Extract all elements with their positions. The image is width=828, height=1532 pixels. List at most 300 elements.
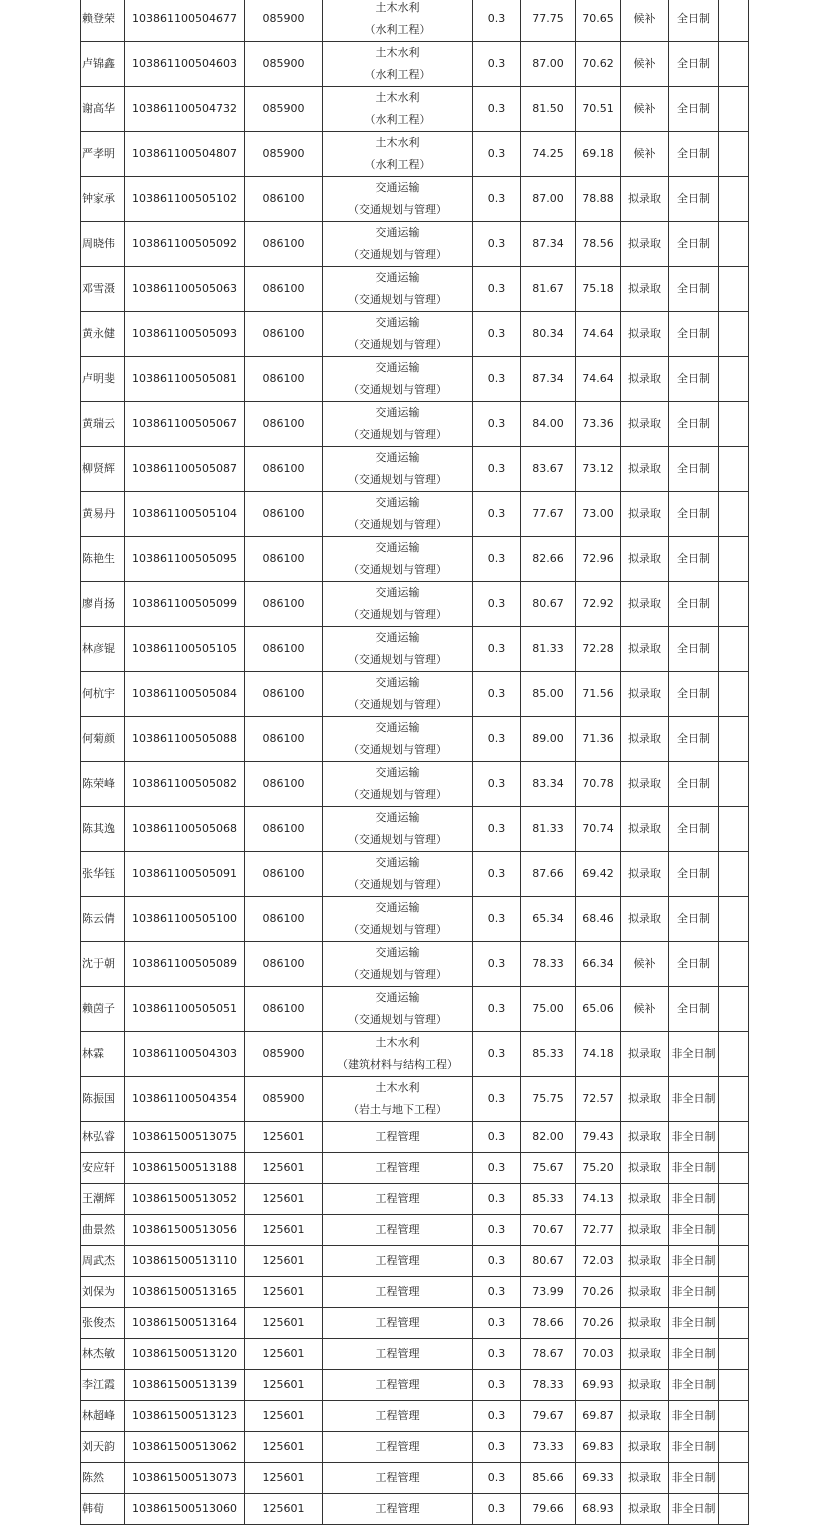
student-name-cell: 陈荣峰 bbox=[81, 762, 125, 807]
retest-score-cell: 78.66 bbox=[521, 1308, 576, 1339]
exam-id-cell: 103861100505099 bbox=[125, 582, 245, 627]
weight-cell: 0.3 bbox=[473, 807, 521, 852]
research-direction: （交通规划与管理） bbox=[348, 428, 447, 441]
weight-cell: 0.3 bbox=[473, 987, 521, 1032]
retest-score-cell: 82.00 bbox=[521, 1122, 576, 1153]
study-mode-cell: 非全日制 bbox=[669, 1401, 719, 1432]
student-name-cell: 严孝明 bbox=[81, 132, 125, 177]
weight-cell: 0.3 bbox=[473, 1308, 521, 1339]
major-code-cell: 086100 bbox=[245, 222, 323, 267]
remark-cell bbox=[719, 1122, 749, 1153]
total-score-cell: 75.18 bbox=[576, 267, 621, 312]
student-name-cell: 刘天韵 bbox=[81, 1432, 125, 1463]
major-name: 交通运输 bbox=[375, 901, 420, 914]
retest-score-cell: 74.25 bbox=[521, 132, 576, 177]
admission-status-cell: 拟录取 bbox=[621, 312, 669, 357]
table-row bbox=[81, 807, 749, 852]
weight-cell: 0.3 bbox=[473, 1432, 521, 1463]
major-cell bbox=[323, 132, 473, 177]
research-direction: （交通规划与管理） bbox=[348, 698, 447, 711]
research-direction: （水利工程） bbox=[364, 23, 431, 36]
weight-cell: 0.3 bbox=[473, 312, 521, 357]
major-cell bbox=[323, 852, 473, 897]
admission-status-cell: 拟录取 bbox=[621, 1077, 669, 1122]
remark-cell bbox=[719, 897, 749, 942]
exam-id-cell: 103861500513056 bbox=[125, 1215, 245, 1246]
exam-id-cell: 103861100505102 bbox=[125, 177, 245, 222]
student-name-cell: 周晓伟 bbox=[81, 222, 125, 267]
retest-score-cell: 84.00 bbox=[521, 402, 576, 447]
major-name: 工程管理 bbox=[375, 1161, 420, 1174]
admission-table bbox=[80, 0, 749, 1525]
study-mode-cell: 全日制 bbox=[669, 267, 719, 312]
total-score-cell: 74.64 bbox=[576, 312, 621, 357]
major-name: 土木水利 bbox=[375, 46, 420, 59]
major-name: 交通运输 bbox=[375, 946, 420, 959]
admission-status-cell: 候补 bbox=[621, 0, 669, 42]
exam-id-cell: 103861100505089 bbox=[125, 942, 245, 987]
major-cell bbox=[323, 447, 473, 492]
table-row bbox=[81, 492, 749, 537]
remark-cell bbox=[719, 1215, 749, 1246]
weight-cell: 0.3 bbox=[473, 402, 521, 447]
study-mode-cell: 非全日制 bbox=[669, 1184, 719, 1215]
total-score-cell: 74.64 bbox=[576, 357, 621, 402]
remark-cell bbox=[719, 357, 749, 402]
research-direction: （交通规划与管理） bbox=[348, 293, 447, 306]
major-name: 交通运输 bbox=[375, 541, 420, 554]
student-name-cell: 钟家承 bbox=[81, 177, 125, 222]
research-direction: （交通规划与管理） bbox=[348, 563, 447, 576]
major-cell bbox=[323, 987, 473, 1032]
admission-status-cell: 候补 bbox=[621, 942, 669, 987]
study-mode-cell: 非全日制 bbox=[669, 1215, 719, 1246]
total-score-cell: 73.00 bbox=[576, 492, 621, 537]
table-row bbox=[81, 132, 749, 177]
major-code-cell: 125601 bbox=[245, 1463, 323, 1494]
weight-cell: 0.3 bbox=[473, 0, 521, 42]
remark-cell bbox=[719, 42, 749, 87]
weight-cell: 0.3 bbox=[473, 762, 521, 807]
retest-score-cell: 83.67 bbox=[521, 447, 576, 492]
admission-status-cell: 拟录取 bbox=[621, 402, 669, 447]
exam-id-cell: 103861500513073 bbox=[125, 1463, 245, 1494]
major-name: 交通运输 bbox=[375, 631, 420, 644]
total-score-cell: 65.06 bbox=[576, 987, 621, 1032]
exam-id-cell: 103861100505095 bbox=[125, 537, 245, 582]
total-score-cell: 70.74 bbox=[576, 807, 621, 852]
major-name: 工程管理 bbox=[375, 1347, 420, 1360]
major-cell bbox=[323, 0, 473, 42]
major-code-cell: 086100 bbox=[245, 177, 323, 222]
admission-status-cell: 候补 bbox=[621, 987, 669, 1032]
retest-score-cell: 78.67 bbox=[521, 1339, 576, 1370]
retest-score-cell: 87.00 bbox=[521, 177, 576, 222]
study-mode-cell: 非全日制 bbox=[669, 1463, 719, 1494]
table-body bbox=[81, 0, 749, 1525]
research-direction: （交通规划与管理） bbox=[348, 248, 447, 261]
table-row bbox=[81, 582, 749, 627]
major-name: 工程管理 bbox=[375, 1409, 420, 1422]
major-code-cell: 125601 bbox=[245, 1401, 323, 1432]
major-code-cell: 125601 bbox=[245, 1308, 323, 1339]
research-direction: （交通规划与管理） bbox=[348, 203, 447, 216]
table-row bbox=[81, 1432, 749, 1463]
major-code-cell: 086100 bbox=[245, 987, 323, 1032]
study-mode-cell: 全日制 bbox=[669, 942, 719, 987]
major-code-cell: 125601 bbox=[245, 1277, 323, 1308]
exam-id-cell: 103861100505104 bbox=[125, 492, 245, 537]
remark-cell bbox=[719, 177, 749, 222]
weight-cell: 0.3 bbox=[473, 717, 521, 762]
table-row bbox=[81, 447, 749, 492]
total-score-cell: 70.03 bbox=[576, 1339, 621, 1370]
remark-cell bbox=[719, 222, 749, 267]
research-direction: （交通规划与管理） bbox=[348, 788, 447, 801]
major-cell bbox=[323, 42, 473, 87]
remark-cell bbox=[719, 1432, 749, 1463]
student-name-cell: 张俊杰 bbox=[81, 1308, 125, 1339]
retest-score-cell: 89.00 bbox=[521, 717, 576, 762]
major-code-cell: 125601 bbox=[245, 1184, 323, 1215]
weight-cell: 0.3 bbox=[473, 42, 521, 87]
remark-cell bbox=[719, 87, 749, 132]
major-cell bbox=[323, 1494, 473, 1525]
research-direction: （交通规划与管理） bbox=[348, 743, 447, 756]
remark-cell bbox=[719, 627, 749, 672]
major-cell bbox=[323, 87, 473, 132]
exam-id-cell: 103861100505100 bbox=[125, 897, 245, 942]
major-code-cell: 125601 bbox=[245, 1339, 323, 1370]
study-mode-cell: 非全日制 bbox=[669, 1494, 719, 1525]
major-cell bbox=[323, 942, 473, 987]
table-row bbox=[81, 1246, 749, 1277]
admission-status-cell: 拟录取 bbox=[621, 717, 669, 762]
study-mode-cell: 非全日制 bbox=[669, 1308, 719, 1339]
admission-status-cell: 拟录取 bbox=[621, 177, 669, 222]
admission-status-cell: 候补 bbox=[621, 87, 669, 132]
student-name-cell: 林弘睿 bbox=[81, 1122, 125, 1153]
admission-status-cell: 拟录取 bbox=[621, 1494, 669, 1525]
exam-id-cell: 103861100505068 bbox=[125, 807, 245, 852]
admission-status-cell: 拟录取 bbox=[621, 1153, 669, 1184]
retest-score-cell: 83.34 bbox=[521, 762, 576, 807]
remark-cell bbox=[719, 1077, 749, 1122]
research-direction: （交通规划与管理） bbox=[348, 968, 447, 981]
major-name: 交通运输 bbox=[375, 991, 420, 1004]
research-direction: （交通规划与管理） bbox=[348, 473, 447, 486]
study-mode-cell: 全日制 bbox=[669, 717, 719, 762]
total-score-cell: 68.46 bbox=[576, 897, 621, 942]
total-score-cell: 79.43 bbox=[576, 1122, 621, 1153]
table-row bbox=[81, 672, 749, 717]
weight-cell: 0.3 bbox=[473, 1032, 521, 1077]
research-direction: （交通规划与管理） bbox=[348, 1013, 447, 1026]
table-row bbox=[81, 1153, 749, 1184]
study-mode-cell: 非全日制 bbox=[669, 1370, 719, 1401]
table-row bbox=[81, 1401, 749, 1432]
retest-score-cell: 80.67 bbox=[521, 1246, 576, 1277]
table-row bbox=[81, 177, 749, 222]
study-mode-cell: 全日制 bbox=[669, 672, 719, 717]
major-cell bbox=[323, 1032, 473, 1077]
retest-score-cell: 75.67 bbox=[521, 1153, 576, 1184]
major-cell bbox=[323, 897, 473, 942]
major-code-cell: 125601 bbox=[245, 1153, 323, 1184]
major-name: 交通运输 bbox=[375, 811, 420, 824]
table-row bbox=[81, 627, 749, 672]
exam-id-cell: 103861500513120 bbox=[125, 1339, 245, 1370]
retest-score-cell: 81.33 bbox=[521, 627, 576, 672]
major-code-cell: 086100 bbox=[245, 762, 323, 807]
weight-cell: 0.3 bbox=[473, 357, 521, 402]
total-score-cell: 69.42 bbox=[576, 852, 621, 897]
major-cell bbox=[323, 1184, 473, 1215]
remark-cell bbox=[719, 1494, 749, 1525]
exam-id-cell: 103861500513075 bbox=[125, 1122, 245, 1153]
admission-status-cell: 拟录取 bbox=[621, 357, 669, 402]
table-row bbox=[81, 897, 749, 942]
total-score-cell: 71.36 bbox=[576, 717, 621, 762]
research-direction: （交通规划与管理） bbox=[348, 833, 447, 846]
student-name-cell: 张华钰 bbox=[81, 852, 125, 897]
table-row bbox=[81, 1463, 749, 1494]
admission-status-cell: 拟录取 bbox=[621, 1339, 669, 1370]
student-name-cell: 卢明斐 bbox=[81, 357, 125, 402]
remark-cell bbox=[719, 312, 749, 357]
exam-id-cell: 103861100504732 bbox=[125, 87, 245, 132]
major-name: 土木水利 bbox=[375, 91, 420, 104]
student-name-cell: 林霖 bbox=[81, 1032, 125, 1077]
major-code-cell: 125601 bbox=[245, 1215, 323, 1246]
major-code-cell: 086100 bbox=[245, 357, 323, 402]
student-name-cell: 黄永健 bbox=[81, 312, 125, 357]
exam-id-cell: 103861500513165 bbox=[125, 1277, 245, 1308]
major-cell bbox=[323, 492, 473, 537]
research-direction: （交通规划与管理） bbox=[348, 653, 447, 666]
major-code-cell: 086100 bbox=[245, 807, 323, 852]
exam-id-cell: 103861100505091 bbox=[125, 852, 245, 897]
major-name: 工程管理 bbox=[375, 1378, 420, 1391]
major-name: 交通运输 bbox=[375, 496, 420, 509]
remark-cell bbox=[719, 672, 749, 717]
remark-cell bbox=[719, 1463, 749, 1494]
retest-score-cell: 79.67 bbox=[521, 1401, 576, 1432]
major-code-cell: 086100 bbox=[245, 897, 323, 942]
research-direction: （交通规划与管理） bbox=[348, 923, 447, 936]
admission-status-cell: 拟录取 bbox=[621, 1032, 669, 1077]
major-name: 交通运输 bbox=[375, 856, 420, 869]
admission-status-cell: 候补 bbox=[621, 132, 669, 177]
total-score-cell: 69.83 bbox=[576, 1432, 621, 1463]
retest-score-cell: 81.67 bbox=[521, 267, 576, 312]
student-name-cell: 黄易丹 bbox=[81, 492, 125, 537]
admission-status-cell: 拟录取 bbox=[621, 1122, 669, 1153]
student-name-cell: 赖登荣 bbox=[81, 0, 125, 42]
student-name-cell: 陈云倩 bbox=[81, 897, 125, 942]
major-cell bbox=[323, 1370, 473, 1401]
student-name-cell: 黄瑞云 bbox=[81, 402, 125, 447]
weight-cell: 0.3 bbox=[473, 132, 521, 177]
major-name: 交通运输 bbox=[375, 271, 420, 284]
student-name-cell: 邓雪滠 bbox=[81, 267, 125, 312]
table-row bbox=[81, 1277, 749, 1308]
table-row bbox=[81, 1122, 749, 1153]
major-code-cell: 125601 bbox=[245, 1246, 323, 1277]
weight-cell: 0.3 bbox=[473, 1401, 521, 1432]
major-name: 交通运输 bbox=[375, 721, 420, 734]
major-cell bbox=[323, 717, 473, 762]
weight-cell: 0.3 bbox=[473, 852, 521, 897]
major-cell bbox=[323, 1077, 473, 1122]
exam-id-cell: 103861100504603 bbox=[125, 42, 245, 87]
study-mode-cell: 全日制 bbox=[669, 897, 719, 942]
exam-id-cell: 103861100504303 bbox=[125, 1032, 245, 1077]
major-name: 工程管理 bbox=[375, 1471, 420, 1484]
student-name-cell: 安应轩 bbox=[81, 1153, 125, 1184]
table-row bbox=[81, 1215, 749, 1246]
major-name: 交通运输 bbox=[375, 406, 420, 419]
admission-status-cell: 拟录取 bbox=[621, 537, 669, 582]
study-mode-cell: 全日制 bbox=[669, 582, 719, 627]
exam-id-cell: 103861500513062 bbox=[125, 1432, 245, 1463]
retest-score-cell: 75.75 bbox=[521, 1077, 576, 1122]
exam-id-cell: 103861100505051 bbox=[125, 987, 245, 1032]
total-score-cell: 69.87 bbox=[576, 1401, 621, 1432]
weight-cell: 0.3 bbox=[473, 627, 521, 672]
study-mode-cell: 非全日制 bbox=[669, 1277, 719, 1308]
weight-cell: 0.3 bbox=[473, 267, 521, 312]
student-name-cell: 谢高华 bbox=[81, 87, 125, 132]
major-code-cell: 085900 bbox=[245, 132, 323, 177]
major-code-cell: 086100 bbox=[245, 402, 323, 447]
major-name: 工程管理 bbox=[375, 1440, 420, 1453]
student-name-cell: 沈于朝 bbox=[81, 942, 125, 987]
major-cell bbox=[323, 357, 473, 402]
student-name-cell: 林杰敏 bbox=[81, 1339, 125, 1370]
remark-cell bbox=[719, 1032, 749, 1077]
major-cell bbox=[323, 1463, 473, 1494]
major-code-cell: 086100 bbox=[245, 582, 323, 627]
remark-cell bbox=[719, 852, 749, 897]
remark-cell bbox=[719, 942, 749, 987]
admission-status-cell: 候补 bbox=[621, 42, 669, 87]
major-code-cell: 125601 bbox=[245, 1432, 323, 1463]
major-name: 交通运输 bbox=[375, 181, 420, 194]
major-code-cell: 086100 bbox=[245, 312, 323, 357]
total-score-cell: 69.33 bbox=[576, 1463, 621, 1494]
research-direction: （水利工程） bbox=[364, 158, 431, 171]
student-name-cell: 柳贤辉 bbox=[81, 447, 125, 492]
major-code-cell: 086100 bbox=[245, 717, 323, 762]
student-name-cell: 廖肖扬 bbox=[81, 582, 125, 627]
remark-cell bbox=[719, 1277, 749, 1308]
remark-cell bbox=[719, 1184, 749, 1215]
major-cell bbox=[323, 627, 473, 672]
retest-score-cell: 80.67 bbox=[521, 582, 576, 627]
study-mode-cell: 全日制 bbox=[669, 132, 719, 177]
major-code-cell: 125601 bbox=[245, 1122, 323, 1153]
weight-cell: 0.3 bbox=[473, 1246, 521, 1277]
student-name-cell: 陈艳生 bbox=[81, 537, 125, 582]
research-direction: （水利工程） bbox=[364, 113, 431, 126]
study-mode-cell: 全日制 bbox=[669, 357, 719, 402]
total-score-cell: 78.56 bbox=[576, 222, 621, 267]
major-name: 土木水利 bbox=[375, 1, 420, 14]
weight-cell: 0.3 bbox=[473, 1215, 521, 1246]
study-mode-cell: 全日制 bbox=[669, 312, 719, 357]
total-score-cell: 72.96 bbox=[576, 537, 621, 582]
study-mode-cell: 非全日制 bbox=[669, 1122, 719, 1153]
major-code-cell: 086100 bbox=[245, 627, 323, 672]
major-cell bbox=[323, 1122, 473, 1153]
total-score-cell: 66.34 bbox=[576, 942, 621, 987]
study-mode-cell: 全日制 bbox=[669, 87, 719, 132]
admission-status-cell: 拟录取 bbox=[621, 1184, 669, 1215]
study-mode-cell: 非全日制 bbox=[669, 1032, 719, 1077]
table-row bbox=[81, 402, 749, 447]
study-mode-cell: 全日制 bbox=[669, 402, 719, 447]
research-direction: （岩土与地下工程） bbox=[348, 1103, 447, 1116]
weight-cell: 0.3 bbox=[473, 1184, 521, 1215]
major-name: 土木水利 bbox=[375, 136, 420, 149]
exam-id-cell: 103861100504677 bbox=[125, 0, 245, 42]
research-direction: （水利工程） bbox=[364, 68, 431, 81]
table-row bbox=[81, 87, 749, 132]
exam-id-cell: 103861500513164 bbox=[125, 1308, 245, 1339]
major-code-cell: 086100 bbox=[245, 492, 323, 537]
exam-id-cell: 103861100505088 bbox=[125, 717, 245, 762]
admission-status-cell: 拟录取 bbox=[621, 672, 669, 717]
admission-status-cell: 拟录取 bbox=[621, 762, 669, 807]
total-score-cell: 72.28 bbox=[576, 627, 621, 672]
remark-cell bbox=[719, 0, 749, 42]
total-score-cell: 72.57 bbox=[576, 1077, 621, 1122]
major-name: 交通运输 bbox=[375, 226, 420, 239]
major-code-cell: 086100 bbox=[245, 852, 323, 897]
weight-cell: 0.3 bbox=[473, 492, 521, 537]
table-row bbox=[81, 942, 749, 987]
retest-score-cell: 85.66 bbox=[521, 1463, 576, 1494]
total-score-cell: 70.51 bbox=[576, 87, 621, 132]
admission-status-cell: 拟录取 bbox=[621, 897, 669, 942]
table-row bbox=[81, 0, 749, 42]
remark-cell bbox=[719, 447, 749, 492]
remark-cell bbox=[719, 807, 749, 852]
total-score-cell: 72.03 bbox=[576, 1246, 621, 1277]
table-row bbox=[81, 1032, 749, 1077]
admission-status-cell: 拟录取 bbox=[621, 1432, 669, 1463]
research-direction: （建筑材料与结构工程） bbox=[337, 1058, 458, 1071]
major-cell bbox=[323, 807, 473, 852]
major-code-cell: 086100 bbox=[245, 942, 323, 987]
major-cell bbox=[323, 402, 473, 447]
major-name: 工程管理 bbox=[375, 1502, 420, 1515]
exam-id-cell: 103861500513123 bbox=[125, 1401, 245, 1432]
major-name: 工程管理 bbox=[375, 1223, 420, 1236]
exam-id-cell: 103861500513110 bbox=[125, 1246, 245, 1277]
retest-score-cell: 70.67 bbox=[521, 1215, 576, 1246]
student-name-cell: 林超峰 bbox=[81, 1401, 125, 1432]
admission-status-cell: 拟录取 bbox=[621, 1463, 669, 1494]
retest-score-cell: 81.50 bbox=[521, 87, 576, 132]
remark-cell bbox=[719, 1370, 749, 1401]
total-score-cell: 73.36 bbox=[576, 402, 621, 447]
admission-status-cell: 拟录取 bbox=[621, 1370, 669, 1401]
study-mode-cell: 全日制 bbox=[669, 177, 719, 222]
major-name: 交通运输 bbox=[375, 316, 420, 329]
weight-cell: 0.3 bbox=[473, 1153, 521, 1184]
